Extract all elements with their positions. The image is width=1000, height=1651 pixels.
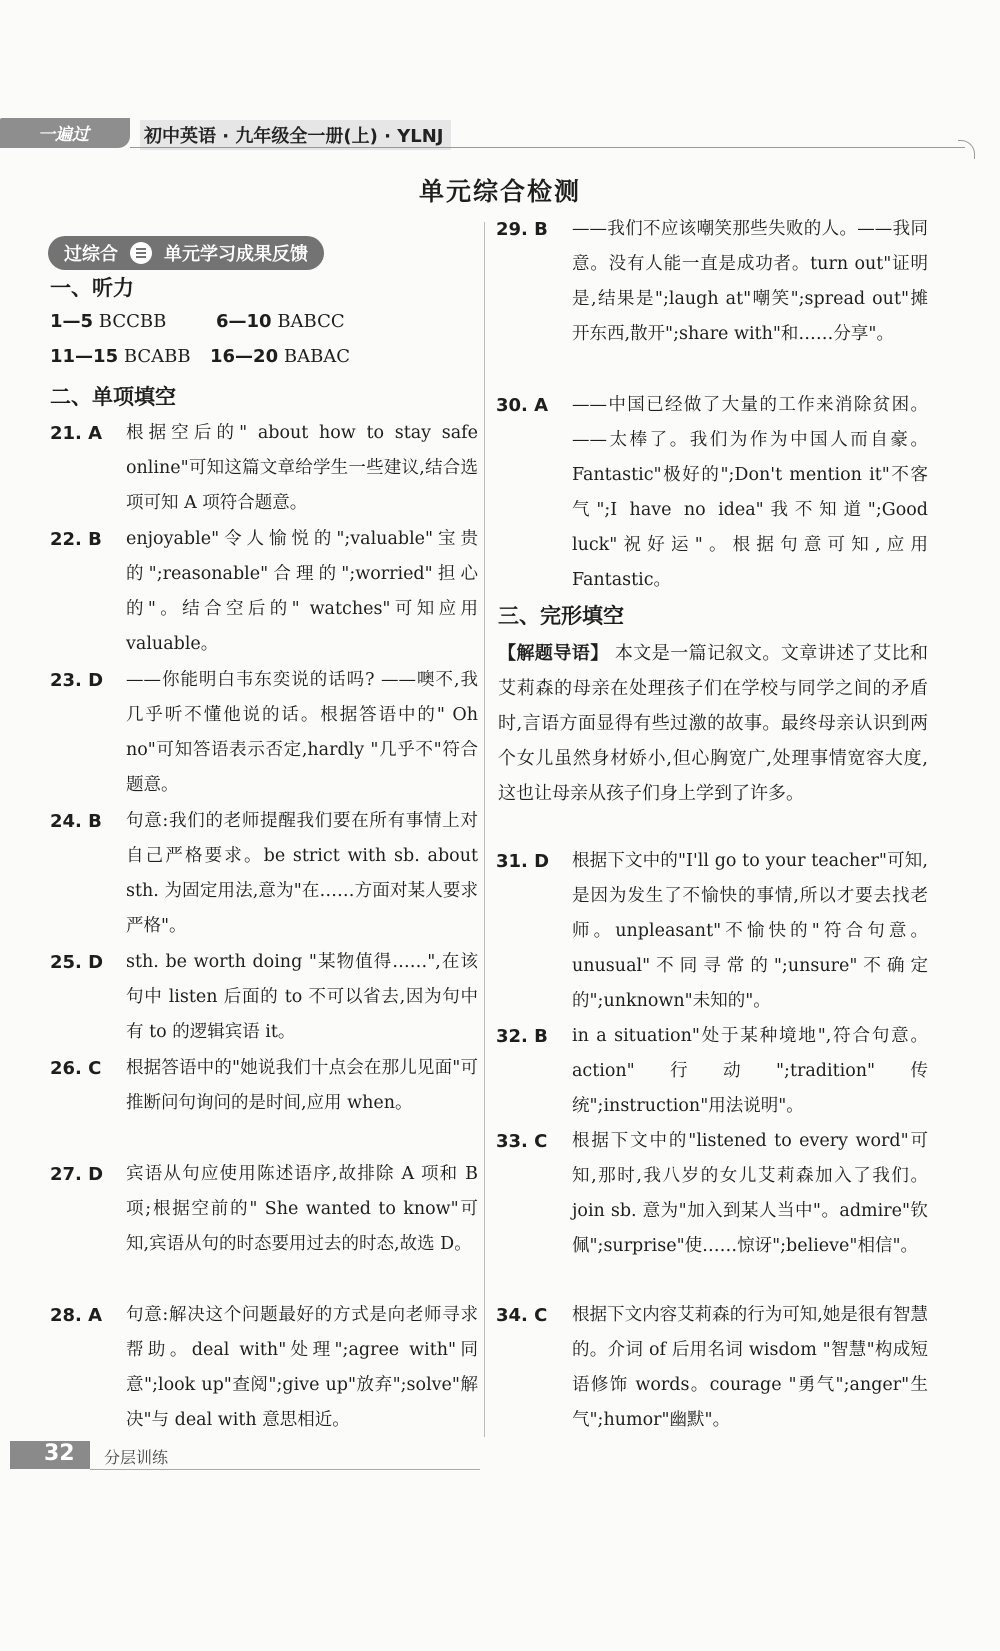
guide-text: 本文是一篇记叙文。文章讲述了艾比和艾莉森的母亲在处理孩子们在学校与同学之间的矛盾时,言语方面显得有些过激的故事。最终母亲认识到两个女儿虽然身材娇小,但心胸宽广,处理事情宽容大度,这也让母亲从孩子们身上学到了许多。 [498,643,928,804]
book-title: 初中英语 · 九年级全一册(上) · YLNJ [140,120,451,150]
answer-value: BABCC [277,311,345,332]
listening-row-3 [50,346,191,367]
listening-row-4 [210,346,350,367]
badge-right-label: 单元学习成果反馈 [164,244,308,265]
answer-range: 16—20 [210,346,279,367]
badge-left-label: 过综合 [64,244,118,265]
item-explanation: 句意:解决这个问题最好的方式是向老师寻求帮助。deal with"处理";agree with"同意";look up"查阅";give up"放弃";solve"解决"与 deal with 意思相近。 [126,1305,478,1430]
answer-value: BABAC [283,346,351,367]
item-number: 31. D [496,851,550,872]
answer-value: BCCBB [98,311,167,332]
item-number: 32. B [496,1026,548,1047]
item-number: 30. A [496,395,549,416]
item-number: 27. D [50,1164,104,1185]
item-number: 26. C [50,1058,102,1079]
item-number: 22. B [50,529,102,550]
item-explanation: 根据空后的" about how to stay safe online"可知这篇文章给学生一些建议,结合选项可知 A 项符合题意。 [126,423,478,513]
item-number: 34. C [496,1305,548,1326]
footer-rule [90,1469,480,1470]
answer-item-22 [50,522,478,662]
item-number: 33. C [496,1131,548,1152]
item-explanation: ——我们不应该嘲笑那些失败的人。——我同意。没有人能一直是成功者。turn out"证明是,结果是";laugh at"嘲笑";spread out"摊开东西,散开";share with"和……分享"。 [572,219,928,344]
answer-range: 6—10 [216,311,272,332]
answer-item-31 [496,844,928,1019]
page-footer [0,1441,480,1471]
answer-item-34 [496,1298,928,1438]
item-number: 28. A [50,1305,103,1326]
item-explanation: ——中国已经做了大量的工作来消除贫困。——太棒了。我们为作为中国人而自豪。Fantastic"极好的";Don't mention it"不客气";I have no idea"我不知道";Good luck"祝好运"。根据句意可知,应用 Fantastic。 [572,395,928,590]
answer-item-27 [50,1157,478,1262]
column-divider [484,222,485,1437]
section-listening: 一、听力 [50,276,134,300]
item-explanation: in a situation"处于某种境地",符合句意。action"行动";tradition"传统";instruction"用法说明"。 [572,1026,928,1116]
item-explanation: ——你能明白韦东奕说的话吗? ——噢不,我几乎听不懂他说的话。根据答语中的" Oh no"可知答语表示否定,hardly "几乎不"符合题意。 [126,670,478,795]
item-explanation: 根据答语中的"她说我们十点会在那儿见面"可推断问句询问的是时间,应用 when。 [126,1058,478,1113]
footer-label: 分层训练 [104,1448,169,1467]
item-number: 29. B [496,219,548,240]
header-rule-corner [958,140,975,159]
item-explanation: 宾语从句应使用陈述语序,故排除 A 项和 B 项;根据空前的" She wanted to know"可知,宾语从句的时态要用过去的时态,故选 D。 [126,1164,478,1254]
item-number: 24. B [50,811,102,832]
section-single-choice: 二、单项填空 [50,385,176,409]
answer-range: 1—5 [50,311,94,332]
answer-item-33 [496,1124,928,1264]
answer-item-30 [496,388,928,598]
answer-item-29 [496,212,928,352]
section-cloze: 三、完形填空 [498,604,624,628]
header-rule [130,147,965,148]
answer-range: 11—15 [50,346,119,367]
answer-value: BCABB [123,346,191,367]
item-explanation: 句意:我们的老师提醒我们要在所有事情上对自己严格要求。be strict with sb. about sth. 为固定用法,意为"在……方面对某人要求严格"。 [126,811,478,936]
running-header [0,118,975,154]
answer-item-24 [50,804,478,944]
item-explanation: 根据下文中的"listened to every word"可知,那时,我八岁的女儿艾莉森加入了我们。join sb. 意为"加入到某人当中"。admire"钦佩";surprise"使……惊讶";believe"相信"。 [572,1131,928,1256]
answer-item-32 [496,1019,928,1124]
item-explanation: sth. be worth doing "某物值得……",在该句中 listen 后面的 to 不可以省去,因为句中有 to 的逻辑宾语 it。 [126,952,478,1042]
reading-guide [498,636,928,811]
item-number: 21. A [50,423,103,444]
item-number: 23. D [50,670,104,691]
item-number: 25. D [50,952,104,973]
answer-item-25 [50,945,478,1050]
answer-item-28 [50,1298,478,1438]
answer-item-26 [50,1051,478,1121]
item-explanation: 根据下文内容艾莉森的行为可知,她是很有智慧的。介词 of 后用名词 wisdom "智慧"构成短语修饰 words。courage "勇气";anger"生气";humor"幽默"。 [572,1305,928,1430]
answer-item-21 [50,416,478,521]
answer-item-23 [50,663,478,803]
section-badge [48,236,324,270]
item-explanation: 根据下文中的"I'll go to your teacher"可知,是因为发生了不愉快的事情,所以才要去找老师。unpleasant"不愉快的"符合句意。unusual"不同寻常的";unsure"不确定的";unknown"未知的"。 [572,851,928,1011]
page-number: 32 [44,1441,75,1466]
page-title: 单元综合检测 [418,177,581,206]
listening-row-2 [216,311,345,332]
series-logo: 一遍过 [38,125,89,145]
item-explanation: enjoyable"令人愉悦的";valuable"宝贵的";reasonable"合理的";worried"担心的"。结合空后的" watches"可知应用 valuable。 [126,529,478,654]
guide-label: 【解题导语】 [498,643,609,664]
listening-row-1 [50,311,166,332]
list-icon [130,242,152,264]
